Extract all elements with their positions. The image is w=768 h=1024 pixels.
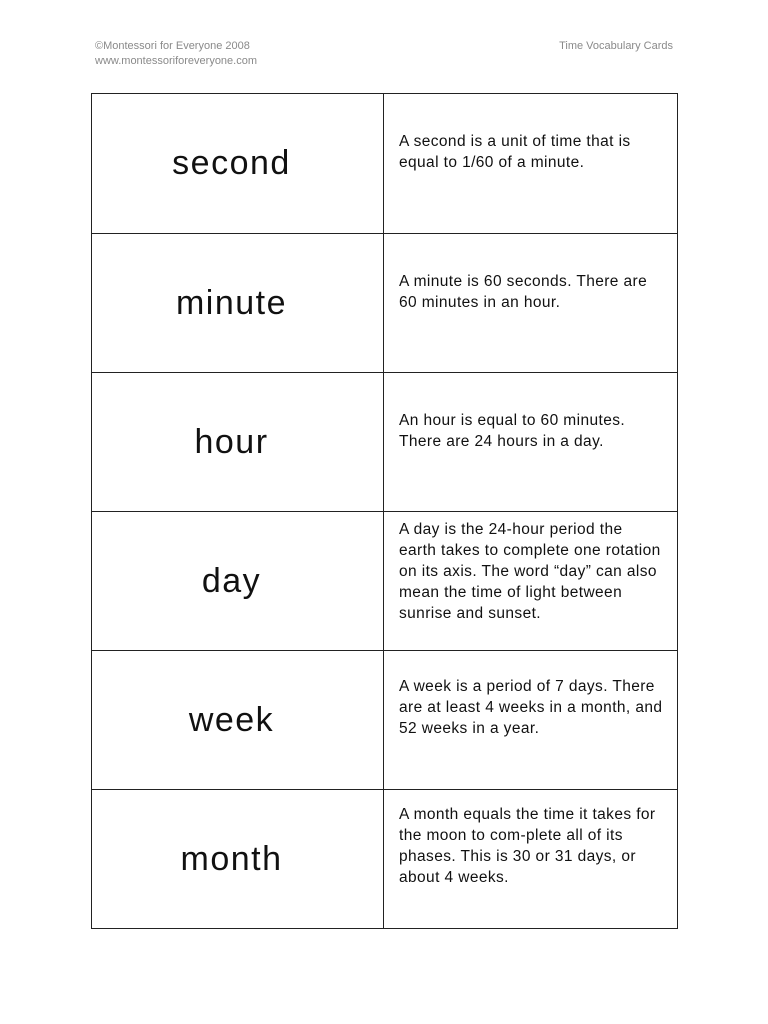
card-definition: An hour is equal to 60 minutes. There are 24 hours in a day.: [399, 412, 626, 450]
card-term: week: [188, 700, 275, 739]
card-definition: A month equals the time it takes for the moon to com-plete all of its phases. This is 30 or 31 days, or about 4 weeks.: [399, 806, 656, 886]
card-term: minute: [175, 283, 288, 322]
card-term-cell: [92, 790, 384, 928]
vocabulary-card: [91, 373, 678, 512]
card-definition: A minute is 60 seconds. There are 60 minutes in an hour.: [399, 273, 648, 311]
card-term-cell: [92, 651, 384, 789]
card-term-cell: [92, 512, 384, 650]
card-term-cell: [92, 373, 384, 511]
card-term: hour: [194, 422, 269, 461]
vocabulary-card: [91, 651, 678, 790]
card-term: second: [172, 144, 291, 182]
vocabulary-card: [91, 93, 678, 234]
vocabulary-card: [91, 512, 678, 651]
document-title: Time Vocabulary Cards: [559, 40, 673, 52]
card-definition: A second is a unit of time that is equal to 1/60 of a minute.: [399, 133, 631, 171]
page-header-left: [95, 39, 257, 69]
vocabulary-card: [91, 790, 678, 929]
card-term: month: [180, 839, 283, 878]
card-definition: A day is the 24-hour period the earth takes to complete one rotation on its axis. The word “day” can also mean the time of light between sunrise and sunset.: [399, 521, 661, 622]
card-term-cell: [92, 94, 384, 233]
vocabulary-card: [91, 234, 678, 373]
website-address: www.montessoriforeveryone.com: [95, 55, 258, 67]
card-term: day: [201, 561, 262, 600]
card-term-cell: [92, 234, 384, 372]
vocabulary-card-grid: [91, 93, 678, 929]
card-definition: A week is a period of 7 days. There are at least 4 weeks in a month, and 52 weeks in a year.: [399, 678, 663, 737]
copyright-notice: ©Montessori for Everyone 2008: [95, 40, 250, 52]
